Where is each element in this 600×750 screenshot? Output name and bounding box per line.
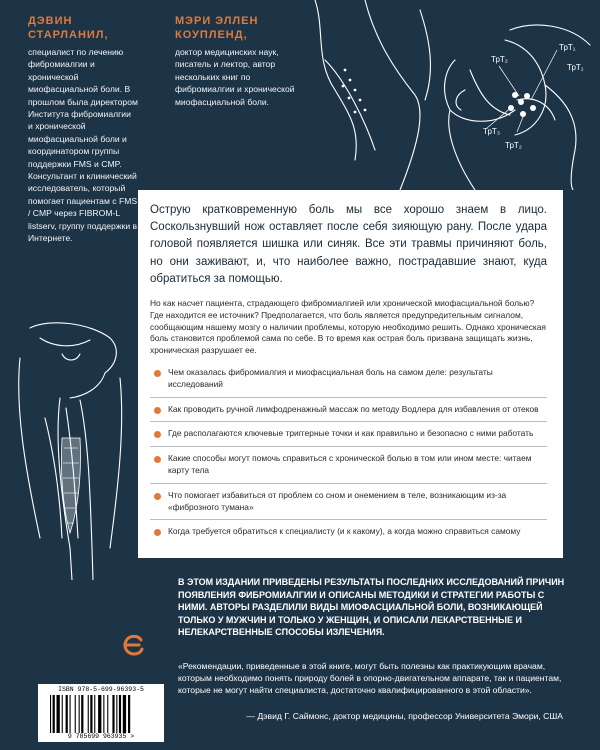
- lead-paragraph: Острую кратковременную боль мы все хорошо знаем в лицо. Соскользнувший нож оставляет после себя зияющую рану. После удара головой появляется шишка или синяк. Все эти травмы причиняют боль, но они заживают, и, что наиболее важно, пострадавшие знают, куда обратиться за помощью.: [150, 204, 547, 285]
- review-quote: «Рекомендации, приведенные в этой книге, могут быть полезны как практикующим врачам, которым необходимо понять природу болей в опорно-двигательном аппарате, так и пациентам, которые не могут найти специалиста, достаточно квалифицированного в этой области».: [178, 661, 562, 696]
- list-item: [150, 398, 547, 423]
- list-item-text: Какие способы могут помочь справиться с хронической болью в том или ином месте: читаем карту тела: [168, 453, 532, 475]
- list-item: [150, 361, 547, 398]
- barcode-bars: [50, 695, 152, 733]
- isbn-text: ISBN 978-5-699-96393-5: [58, 686, 144, 693]
- trigger-point-label: ТрТ₁: [559, 43, 576, 52]
- bullet-dot-icon: [154, 456, 161, 463]
- publisher-logo-icon: [121, 632, 147, 658]
- bullet-dot-icon: [154, 493, 161, 500]
- list-item-text: Когда требуется обратиться к специалисту (и к какому), а когда можно справиться самому: [168, 526, 521, 537]
- list-item: [150, 447, 547, 484]
- author-bio: специалист по лечению фибромиалгии и хронической миофасциальной боли. В прошлом была директором Института фибромиалгии и хронической миофасциальной боли и координатором группы поддержки FMS и CMP. Консультант и клинический исследователь, который помогает пациентам с FMS / CMP через FIBROM-L listserv, группу поддержки в Интернете.: [28, 47, 138, 244]
- list-item: [150, 520, 547, 544]
- author-name: ДЭВИН СТАРЛАНИЛ,: [28, 15, 109, 41]
- list-item: [150, 484, 547, 521]
- torso-illustration: [305, 0, 600, 190]
- trigger-point-label: ТрТ₂: [505, 141, 522, 150]
- leg-illustration: [0, 318, 140, 580]
- list-item: [150, 422, 547, 447]
- barcode: [38, 684, 164, 742]
- body-paragraph: Но как насчет пациента, страдающего фибромиалгией или хронической миофасциальной болью? Где находится ее источник? Предполагается, что боль является предупредительным сигналом, сообщающим нашему мозгу о наличии проблемы, которую необходимо решить. Однако хроническая боль становится проблемой сама по себе. В то время как острая боль призвана защищать жизнь, хроническая разрушает ее.: [150, 298, 546, 356]
- bullet-dot-icon: [154, 529, 161, 536]
- trigger-point-label: ТрТ₂: [491, 55, 508, 64]
- summary-text: В ЭТОМ ИЗДАНИИ ПРИВЕДЕНЫ РЕЗУЛЬТАТЫ ПОСЛЕДНИХ ИССЛЕДОВАНИЙ ПРИЧИН ПОЯВЛЕНИЯ ФИБРОМИАЛГИИ И ОПИСАНЫ МЕТОДИКИ И СТРАТЕГИИ РАБОТЫ С НИМИ. АВТОРЫ РАЗДЕЛИЛИ ВИДЫ МИОФАСЦИАЛЬНОЙ БОЛИ, ВОЗНИКАЮЩЕЙ ТОЛЬКО У МУЖЧИН И ТОЛЬКО У ЖЕНЩИН, И ОПИСАЛИ ЛЕКАРСТВЕННЫЕ И НЕЛЕКАРСТВЕННЫЕ СПОСОБЫ ИЗЛЕЧЕНИЯ.: [178, 577, 565, 638]
- bullet-dot-icon: [154, 370, 161, 377]
- author-name: МЭРИ ЭЛЛЕН КОУПЛЕНД,: [175, 15, 259, 41]
- barcode-number: 9 785699 963935 >: [67, 733, 135, 740]
- list-item-text: Где располагаются ключевые триггерные точки и как правильно и безопасно с ними работать: [168, 428, 534, 439]
- trigger-point-label: ТрТ₃: [483, 127, 501, 136]
- feature-list: [150, 361, 547, 544]
- list-item-text: Как проводить ручной лимфодренажный массаж по методу Водлера для избавления от отеков: [168, 403, 539, 414]
- bullet-dot-icon: [154, 407, 161, 414]
- list-item-text: Что помогает избавиться от проблем со сном и онемением в теле, возникающим из-за «фиброзного тумана»: [168, 489, 507, 512]
- trigger-point-label: ТрТ₁: [567, 63, 584, 72]
- author-block-starlanyl: [28, 14, 138, 245]
- quote-author: — Дэвид Г. Саймонс, доктор медицины, профессор Университета Эмори, США: [246, 711, 563, 721]
- author-block-copeland: [175, 14, 305, 108]
- author-bio: доктор медицинских наук, писатель и лектор, автор нескольких книг по фибромиалгии и хронической миофасциальной боли.: [175, 47, 295, 107]
- content-panel: [138, 190, 563, 558]
- bullet-dot-icon: [154, 431, 161, 438]
- list-item-text: Чем оказалась фибромиалгия и миофасциальная боль на самом деле: результаты исследований: [168, 367, 493, 389]
